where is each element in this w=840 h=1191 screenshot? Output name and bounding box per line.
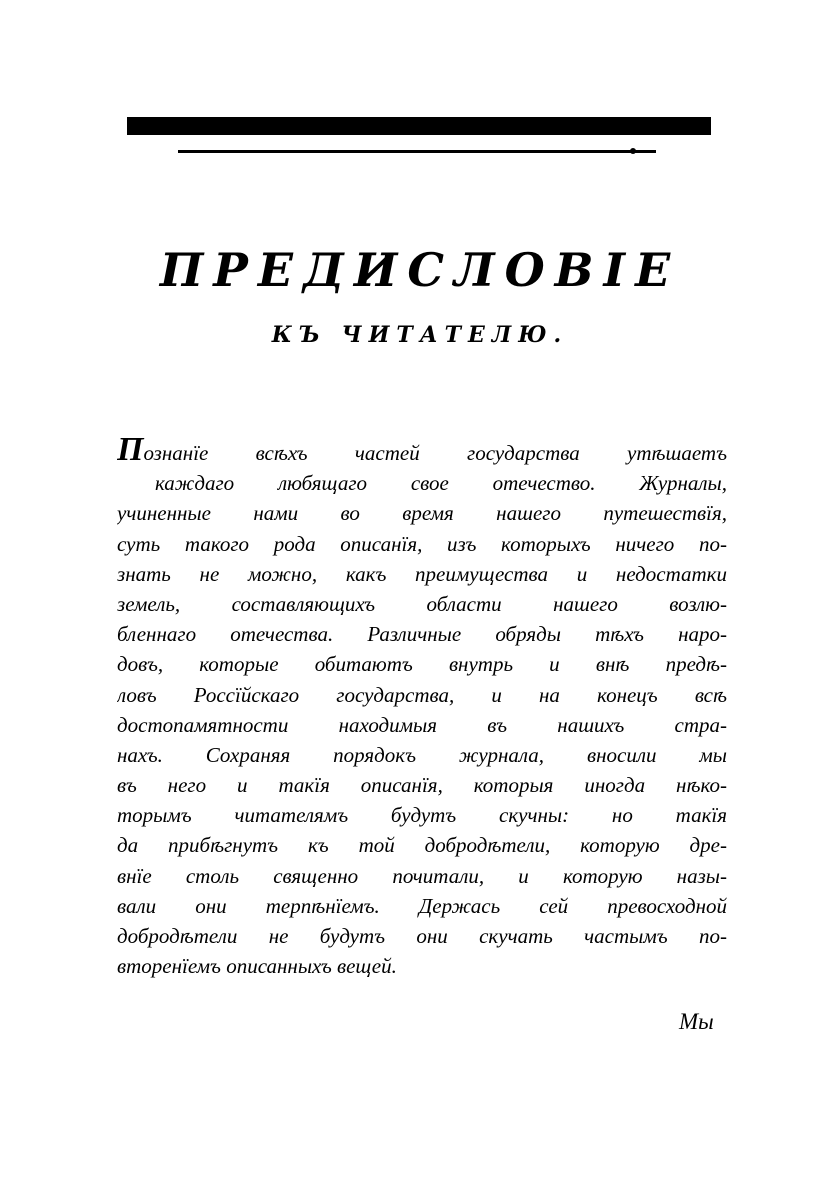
text-line-12: въ него и такїя описанїя, которыя иногда нѣко- [117,773,727,798]
text-line-15: внїе столь священно почитали, и которую назы- [117,863,727,888]
text-line-14: да прибѣгнутъ къ той добродѣтели, которую дре- [117,833,727,858]
drop-cap: П [117,438,144,468]
text-line-2: каждаго любящаго свое отечество. Журналы, [155,471,727,496]
header-ornament-thin-rule [178,150,656,153]
text-line-7: бленнаго отечества. Различные обряды тѣхъ наро- [117,622,727,647]
text-line-13: торымъ читателямъ будутъ скучны: но такїя [117,803,727,828]
catchword: Мы [679,1009,714,1034]
preface-body [117,438,727,981]
text-line-3: учиненные нами во время нашего путешествїя, [117,501,727,526]
page-title: ПРЕДИСЛОВІЕ [159,243,681,297]
text-line-8: довъ, которые обитаютъ внутрь и внѣ предѣ- [117,652,727,677]
page-subtitle: КЪ ЧИТАТЕЛЮ. [271,322,569,348]
text-line-16: вали они терпѣнїемъ. Держась сей превосходной [117,893,727,918]
text-line-9: ловъ Россїйскаго государства, и на конецъ всѣ [117,682,727,707]
text-line-10: достопамятности находимыя въ нашихъ стра- [117,712,727,737]
text-line-1: Познанїе всѣхъ частей государства утѣшаетъ [117,438,727,468]
header-ornament-thick-rule [127,117,711,135]
text-line-18: вторенїемъ описанныхъ вещей. [117,954,397,979]
text-line-4: суть такого рода описанїя, изъ которыхъ ничего по- [117,531,727,556]
text-line-5: знать не можно, какъ преимущества и недостатки [117,561,727,586]
text-line-11: нахъ. Сохраняя порядокъ журнала, вносили мы [117,742,727,767]
text-line-17: добродѣтели не будутъ они скучать частымъ по- [117,924,727,948]
text-line-6: земель, составляющихъ области нашего возлю- [117,591,727,616]
